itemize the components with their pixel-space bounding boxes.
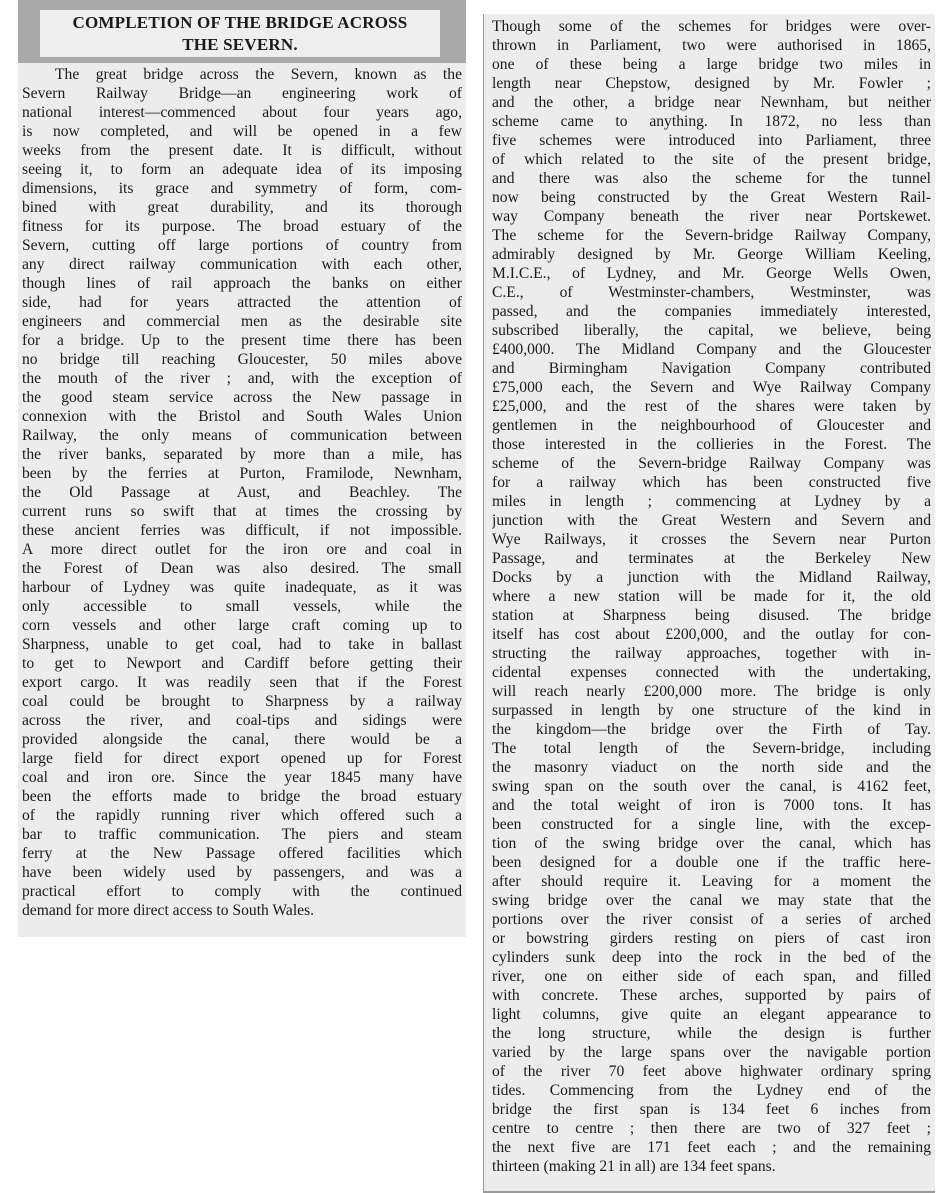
text-line: tides. Commencing from the Lydney end of the bbox=[492, 1082, 931, 1099]
text-line: been the efforts made to bridge the broad estuary bbox=[22, 788, 462, 805]
text-line: export cargo. It was readily seen that if the Forest bbox=[22, 674, 462, 691]
text-line: way Company beneath the river near Portskewet. bbox=[492, 208, 931, 225]
text-line: ferry at the New Passage offered facilities which bbox=[22, 845, 462, 862]
text-line: and the other, a bridge near Newnham, but neither bbox=[492, 94, 931, 111]
text-line: of which related to the site of the present bridge, bbox=[492, 151, 931, 168]
text-line: Railway, the only means of communication between bbox=[22, 427, 462, 444]
text-line: thrown in Parliament, two were authorised in 1865, bbox=[492, 37, 931, 54]
text-line: after should require it. Leaving for a moment the bbox=[492, 873, 931, 890]
text-line: the Old Passage at Aust, and Beachley. The bbox=[22, 484, 462, 501]
text-line: The scheme for the Severn-bridge Railway Company, bbox=[492, 227, 931, 244]
text-line: tion of the swing bridge over the canal, which has bbox=[492, 835, 931, 852]
text-line: engineers and commercial men as the desirable site bbox=[22, 313, 462, 330]
text-line: £400,000. The Midland Company and the Gloucester bbox=[492, 341, 931, 358]
text-line: where a new station will be made for it, the old bbox=[492, 588, 931, 605]
text-line: demand for more direct access to South Wales. bbox=[22, 902, 315, 919]
article-clipping-right bbox=[483, 14, 935, 1193]
text-line: practical effort to comply with the continued bbox=[22, 883, 462, 900]
text-line: or bowstring girders resting on piers of cast iron bbox=[492, 930, 931, 947]
text-line: for a bridge. Up to the present time there has been bbox=[22, 332, 462, 349]
text-line: have been widely used by passengers, and was a bbox=[22, 864, 462, 881]
text-line: side, had for years attracted the attention of bbox=[22, 294, 462, 311]
text-line: been constructed for a single line, with the excep- bbox=[492, 816, 931, 833]
text-line: the next five are 171 feet each ; and the remaining bbox=[492, 1139, 931, 1156]
text-line: and there was also the scheme for the tunnel bbox=[492, 170, 931, 187]
text-line: large field for direct export opened up for Forest bbox=[22, 750, 462, 767]
text-line: cylinders sunk deep into the rock in the bed of the bbox=[492, 949, 931, 966]
headline-line-2: THE SEVERN. bbox=[182, 35, 298, 54]
text-line: light columns, give quite an elegant appearance to bbox=[492, 1006, 931, 1023]
text-line: The total length of the Severn-bridge, including bbox=[492, 740, 931, 757]
text-line: scheme came to anything. In 1872, no less than bbox=[492, 113, 931, 130]
text-line: though lines of rail approach the banks on either bbox=[22, 275, 462, 292]
text-line: river, one on either side of each span, and filled bbox=[492, 968, 931, 985]
text-line: the Forest of Dean was also desired. The small bbox=[22, 560, 462, 577]
text-line: Docks by a junction with the Midland Railway, bbox=[492, 569, 931, 586]
text-line: the river banks, separated by more than a mile, has bbox=[22, 446, 462, 463]
text-line: cidental expenses connected with the undertaking, bbox=[492, 664, 931, 681]
text-line: varied by the large spans over the navigable portion bbox=[492, 1044, 931, 1061]
article-body-right bbox=[484, 14, 935, 1176]
text-line: these ancient ferries was difficult, if not impossible. bbox=[22, 522, 462, 539]
text-line: five schemes were introduced into Parliament, three bbox=[492, 132, 931, 149]
headline-band bbox=[18, 0, 466, 63]
headline-line-1: COMPLETION OF THE BRIDGE ACROSS bbox=[72, 13, 408, 32]
text-line: C.E., of Westminster-chambers, Westminster, was bbox=[492, 284, 931, 301]
text-line: The great bridge across the Severn, known as the bbox=[22, 66, 462, 83]
text-line: and Birmingham Navigation Company contributed bbox=[492, 360, 931, 377]
text-line: bined with great durability, and its thorough bbox=[22, 199, 462, 216]
text-line: structing the railway approaches, together with in- bbox=[492, 645, 931, 662]
text-line: passed, and the companies immediately interested, bbox=[492, 303, 931, 320]
text-line: across the river, and coal-tips and sidings were bbox=[22, 712, 462, 729]
text-line: the kingdom—the bridge over the Firth of Tay. bbox=[492, 721, 931, 738]
text-line: thirteen (making 21 in all) are 134 feet spans. bbox=[492, 1158, 776, 1175]
text-line: will reach nearly £200,000 more. The bridge is only bbox=[492, 683, 931, 700]
text-line: dimensions, its grace and symmetry of form, com- bbox=[22, 180, 462, 197]
text-line: Severn, cutting off large portions of country from bbox=[22, 237, 462, 254]
headline bbox=[40, 10, 440, 57]
text-line: weeks from the present date. It is difficult, without bbox=[22, 142, 462, 159]
text-line: of the river 70 feet above highwater ordinary spring bbox=[492, 1063, 931, 1080]
text-line: fitness for its purpose. The broad estuary of the bbox=[22, 218, 462, 235]
text-line: current runs so swift that at times the crossing by bbox=[22, 503, 462, 520]
text-line: those interested in the collieries in the Forest. The bbox=[492, 436, 931, 453]
text-line: station at Sharpness being disused. The bridge bbox=[492, 607, 931, 624]
text-line: subscribed liberally, the capital, we believe, being bbox=[492, 322, 931, 339]
text-line: junction with the Great Western and Severn and bbox=[492, 512, 931, 529]
text-line: centre to centre ; then there are two of 327 feet ; bbox=[492, 1120, 931, 1137]
text-line: now being constructed by the Great Western Rail- bbox=[492, 189, 931, 206]
text-line: and the total weight of iron is 7000 tons. It has bbox=[492, 797, 931, 814]
text-line: Wye Railways, it crosses the Severn near Purton bbox=[492, 531, 931, 548]
text-line: coal and iron ore. Since the year 1845 many have bbox=[22, 769, 462, 786]
text-line: only accessible to small vessels, while the bbox=[22, 598, 462, 615]
text-line: itself has cost about £200,000, and the outlay for con- bbox=[492, 626, 931, 643]
text-line: £75,000 each, the Severn and Wye Railway Company bbox=[492, 379, 931, 396]
text-line: admirably designed by Mr. George William Keeling, bbox=[492, 246, 931, 263]
text-line: bar to traffic communication. The piers and steam bbox=[22, 826, 462, 843]
text-line: no bridge till reaching Gloucester, 50 miles above bbox=[22, 351, 462, 368]
text-line: miles in length ; commencing at Lydney by a bbox=[492, 493, 931, 510]
text-line: connexion with the Bristol and South Wales Union bbox=[22, 408, 462, 425]
text-line: swing span on the south over the canal, is 4162 feet, bbox=[492, 778, 931, 795]
text-line: gentlemen in the neighbourhood of Gloucester and bbox=[492, 417, 931, 434]
text-line: seeing it, to form an adequate idea of its imposing bbox=[22, 161, 462, 178]
text-line: length near Chepstow, designed by Mr. Fowler ; bbox=[492, 75, 931, 92]
text-line: the good steam service across the New passage in bbox=[22, 389, 462, 406]
text-line: Sharpness, unable to get coal, had to take in ballast bbox=[22, 636, 462, 653]
text-line: the long structure, while the design is further bbox=[492, 1025, 931, 1042]
text-line: for a railway which has been constructed five bbox=[492, 474, 931, 491]
text-line: been by the ferries at Purton, Framilode, Newnham, bbox=[22, 465, 462, 482]
article-clipping-left bbox=[18, 0, 466, 937]
text-line: Passage, and terminates at the Berkeley New bbox=[492, 550, 931, 567]
text-line: coal could be brought to Sharpness by a railway bbox=[22, 693, 462, 710]
text-line: any direct railway communication with each other, bbox=[22, 256, 462, 273]
text-line: harbour of Lydney was quite inadequate, as it was bbox=[22, 579, 462, 596]
text-line: surpassed in length by one structure of the kind in bbox=[492, 702, 931, 719]
text-line: of the rapidly running river which offered such a bbox=[22, 807, 462, 824]
text-line: corn vessels and other large craft coming up to bbox=[22, 617, 462, 634]
text-line: the mouth of the river ; and, with the exception of bbox=[22, 370, 462, 387]
text-line: the masonry viaduct on the north side and the bbox=[492, 759, 931, 776]
text-line: M.I.C.E., of Lydney, and Mr. George Wells Owen, bbox=[492, 265, 931, 282]
text-line: been designed for a double one if the traffic here- bbox=[492, 854, 931, 871]
text-line: £25,000, and the rest of the shares were taken by bbox=[492, 398, 931, 415]
text-line: provided alongside the canal, there would be a bbox=[22, 731, 462, 748]
text-line: Though some of the schemes for bridges were over- bbox=[492, 18, 931, 35]
text-line: to get to Newport and Cardiff before getting their bbox=[22, 655, 462, 672]
text-line: A more direct outlet for the iron ore and coal in bbox=[22, 541, 462, 558]
text-line: swing bridge over the canal we may state that the bbox=[492, 892, 931, 909]
text-line: one of these being a large bridge two miles in bbox=[492, 56, 931, 73]
text-line: with concrete. These arches, supported by pairs of bbox=[492, 987, 931, 1004]
article-body-left bbox=[18, 63, 466, 920]
text-line: national interest—commenced about four years ago, bbox=[22, 104, 462, 121]
text-line: bridge the first span is 134 feet 6 inches from bbox=[492, 1101, 931, 1118]
text-line: Severn Railway Bridge—an engineering work of bbox=[22, 85, 462, 102]
text-line: portions over the river consist of a series of arched bbox=[492, 911, 931, 928]
text-line: is now completed, and will be opened in a few bbox=[22, 123, 462, 140]
text-line: scheme of the Severn-bridge Railway Company was bbox=[492, 455, 931, 472]
